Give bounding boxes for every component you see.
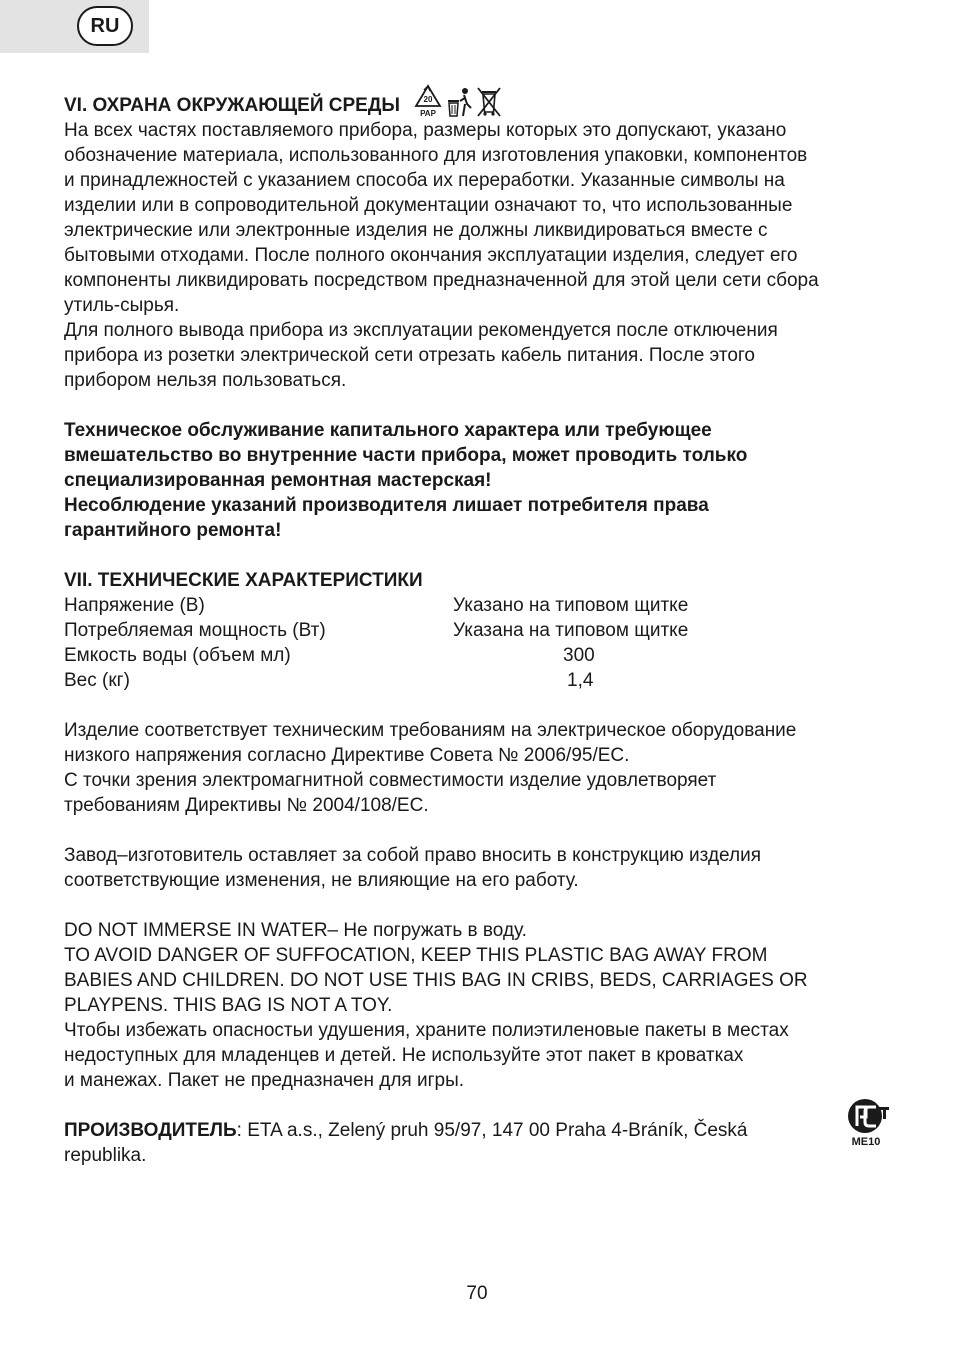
spec-value: Указано на типовом щитке xyxy=(453,595,689,616)
gost-certification-icon xyxy=(843,1096,891,1148)
manufacturer-line xyxy=(64,1118,894,1143)
document-body xyxy=(64,84,894,1168)
safety-line: DO NOT IMMERSE IN WATER– Не погружать в воду. xyxy=(64,920,527,941)
service-warning-line: вмешательство во внутренние части прибора, может проводить только xyxy=(64,445,748,466)
env-paragraph2-line: прибором нельзя пользоваться. xyxy=(64,370,347,391)
compliance-line: низкого напряжения согласно Директиве Совета № 2006/95/ЕС. xyxy=(64,745,630,766)
env-paragraph2-line: Для полного вывода прибора из эксплуатации рекомендуется после отключения xyxy=(64,320,778,341)
env-paragraph1-line: утиль-сырья. xyxy=(64,295,180,316)
env-paragraph2-line: прибора из розетки электрической сети отрезать кабель питания. После этого xyxy=(64,345,755,366)
safety-line: и манежах. Пакет не предназначен для игры. xyxy=(64,1070,465,1091)
spec-value: Указана на типовом щитке xyxy=(453,620,689,641)
safety-line: Чтобы избежать опасностьи удушения, храните полиэтиленовые пакеты в местах xyxy=(64,1020,789,1041)
crossed-bin-icon xyxy=(476,86,502,118)
manufacturer-address-line2: republika. xyxy=(64,1145,147,1166)
compliance-line: требованиям Директивы № 2004/108/ЕС. xyxy=(64,795,429,816)
safety-line: BABIES AND CHILDREN. DO NOT USE THIS BAG IN CRIBS, BEDS, CARRIAGES OR xyxy=(64,970,808,991)
env-paragraph1-line: компоненты ликвидировать посредством предназначенной для этой цели сети сбора xyxy=(64,270,819,291)
env-paragraph1-line: На всех частях поставляемого прибора, размеры которых это допускают, указано xyxy=(64,120,787,141)
certification-mark-text: МЕ10 xyxy=(851,1136,881,1148)
spec-row xyxy=(64,668,894,693)
spec-label: Вес (кг) xyxy=(64,670,130,691)
manufacturer-rights-line: Завод–изготовитель оставляет за собой право вносить в конструкцию изделия xyxy=(64,845,761,866)
safety-line: недоступных для младенцев и детей. Не используйте этот пакет в кроватках xyxy=(64,1045,744,1066)
language-badge: RU xyxy=(77,6,133,46)
env-paragraph1-line: бытовыми отходами. После полного окончания эксплуатации изделия, следует его xyxy=(64,245,798,266)
env-paragraph1-line: электрические или электронные изделия не должны ликвидироваться вместе с xyxy=(64,220,768,241)
recycle-pap-icon xyxy=(414,84,442,118)
recycle-code: 20 xyxy=(423,95,433,104)
safety-line: PLAYPENS. THIS BAG IS NOT A TOY. xyxy=(64,995,393,1016)
section-vi-title: VI. ОХРАНА ОКРУЖАЮЩЕЙ СРЕДЫ xyxy=(64,95,400,116)
section-vii-title: VII. ТЕХНИЧЕСКИЕ ХАРАКТЕРИСТИКИ xyxy=(64,570,423,591)
service-warning-line: гарантийного ремонта! xyxy=(64,520,282,541)
section-vi-heading-row xyxy=(64,84,894,118)
service-warning-line: специализированная ремонтная мастерская! xyxy=(64,470,492,491)
page-number: 70 xyxy=(466,1283,488,1304)
compliance-line: Изделие соответствует техническим требованиям на электрическое оборудование xyxy=(64,720,797,741)
litter-bin-icon xyxy=(446,86,472,118)
spec-label: Потребляемая мощность (Вт) xyxy=(64,620,326,641)
language-tab xyxy=(0,0,149,53)
manufacturer-label: ПРОИЗВОДИТЕЛЬ xyxy=(64,1120,237,1141)
spec-label: Емкость воды (объем мл) xyxy=(64,645,291,666)
env-paragraph1-line: изделии или в сопроводительной документации означают то, что использованные xyxy=(64,195,793,216)
env-paragraph1-line: и принадлежностей с указанием способа их переработки. Указанные символы на xyxy=(64,170,785,191)
spec-row xyxy=(64,643,894,668)
recycle-material: PAP xyxy=(420,109,436,118)
spec-row xyxy=(64,618,894,643)
compliance-line: С точки зрения электромагнитной совместимости изделие удовлетворяет xyxy=(64,770,717,791)
env-paragraph1-line: обозначение материала, использованного для изготовления упаковки, компонентов xyxy=(64,145,808,166)
manufacturer-rights-line: соответствующие изменения, не влияющие на его работу. xyxy=(64,870,579,891)
environment-icons xyxy=(414,84,502,118)
service-warning-line: Несоблюдение указаний производителя лишает потребителя права xyxy=(64,495,709,516)
spec-value: 1,4 xyxy=(567,670,594,691)
service-warning-line: Техническое обслуживание капитального характера или требующее xyxy=(64,420,712,441)
spec-value: 300 xyxy=(563,645,595,666)
spec-label: Напряжение (В) xyxy=(64,595,205,616)
safety-line: TO AVOID DANGER OF SUFFOCATION, KEEP THIS PLASTIC BAG AWAY FROM xyxy=(64,945,768,966)
manufacturer-address: : ETA a.s., Zelený pruh 95/97, 147 00 Praha 4-Bráník, Česká xyxy=(236,1120,748,1141)
spec-row xyxy=(64,593,894,618)
